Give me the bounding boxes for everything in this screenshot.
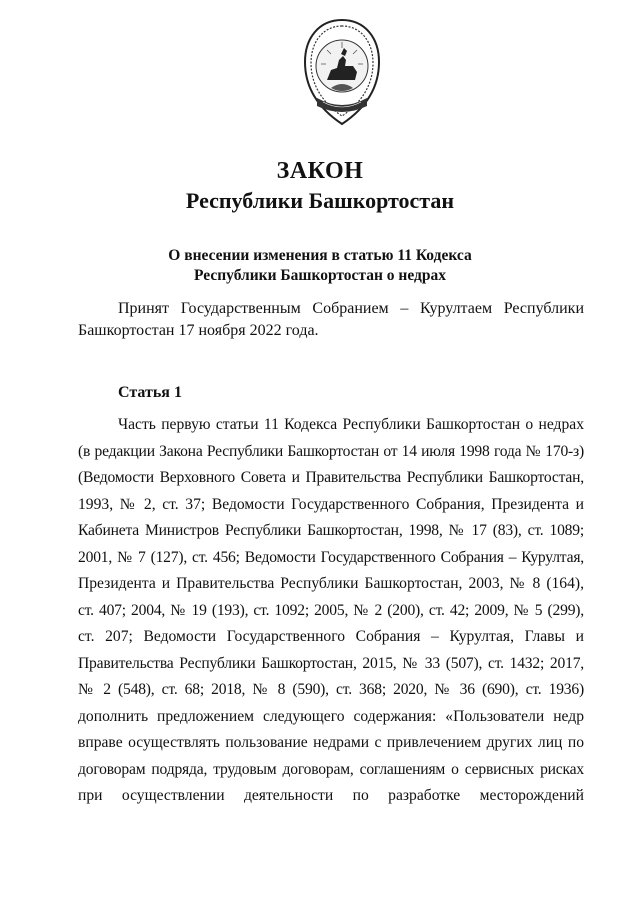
article-line: дополнить предложением следующего содержания: «Пользователи недр — [78, 707, 584, 725]
law-subject-line: О внесении изменения в статью 11 Кодекса — [168, 247, 472, 264]
law-republic-title: Республики Башкортостан — [185, 188, 455, 213]
article-line: при осуществлении деятельности по разработке месторождений — [78, 787, 584, 804]
article-line: ст. 407; 2004, № 19 (193), ст. 1092; 2005, № 2 (200), ст. 42; 2009, № 5 (299), — [78, 601, 584, 619]
article-body — [78, 412, 584, 810]
law-subject-line: Республики Башкортостан о недрах — [194, 267, 446, 284]
article-line: Правительства Республики Башкортостан, 2015, № 33 (507), ст. 1432; 2017, — [78, 654, 584, 672]
article-line: Кабинета Министров Республики Башкортостан, 1998, № 17 (83), ст. 1089; — [78, 522, 584, 539]
article-line: (Ведомости Верховного Совета и Правительства Республики Башкортостан, — [78, 469, 584, 486]
article-line: вправе осуществлять пользование недрами с привлечением других лиц по — [78, 734, 584, 751]
law-subject — [0, 246, 640, 286]
article-line: Часть первую статьи 11 Кодекса Республики Башкортостан о недрах — [118, 416, 584, 433]
adoption-text: Принят Государственным Собранием – Курултаем Республики Башкортостан 17 ноября 2022 года. — [78, 300, 584, 339]
article-line: 2001, № 7 (127), ст. 456; Ведомости Государственного Собрания – Курултая, — [78, 548, 584, 566]
article-line: 1993, № 2, ст. 37; Ведомости Государственного Собрания, Президента и — [78, 495, 584, 513]
article-line: Президента и Правительства Республики Башкортостан, 2003, № 8 (164), — [78, 575, 584, 592]
article-heading: Статья 1 — [118, 384, 182, 401]
adoption-note — [78, 298, 584, 342]
law-title: ЗАКОН — [276, 158, 364, 184]
article-line: (в редакции Закона Республики Башкортостан от 14 июля 1998 года № 170-з) — [78, 442, 584, 460]
bashkortostan-coat-of-arms-icon — [301, 18, 383, 126]
article-line: договорам подряда, трудовым договорам, соглашениям о сервисных рисках — [78, 760, 584, 778]
article-line: ст. 207; Ведомости Государственного Собрания – Курултая, Главы и — [78, 628, 584, 645]
article-line: № 2 (548), ст. 68; 2018, № 8 (590), ст. 368; 2020, № 36 (690), ст. 1936) — [78, 681, 584, 698]
